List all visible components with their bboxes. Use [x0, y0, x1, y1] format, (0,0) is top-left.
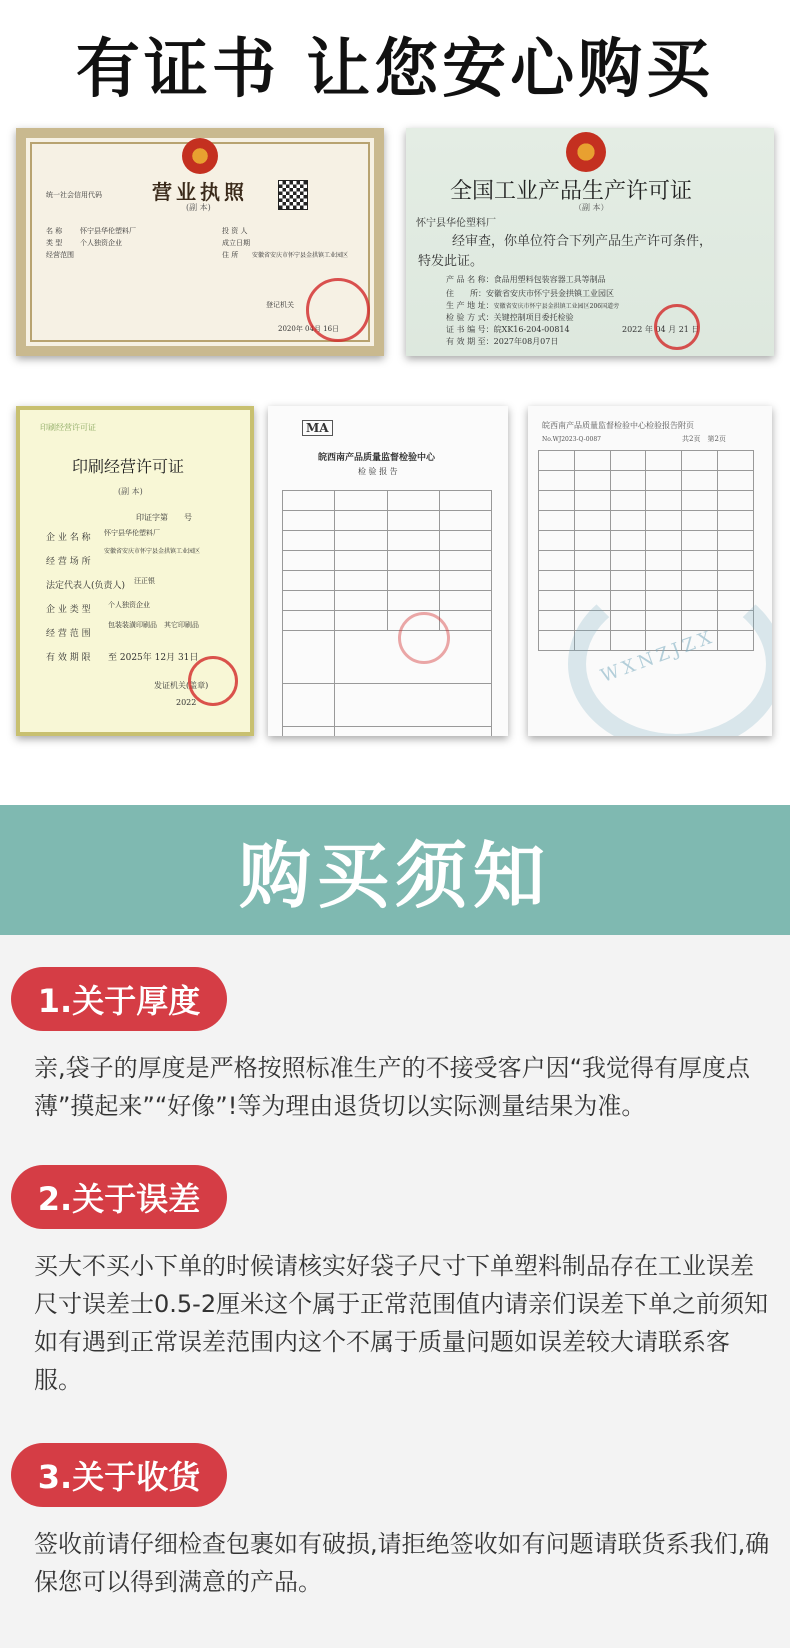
- appendix-header: 皖西南产品质量监督检验中心检验报告附页: [542, 421, 694, 430]
- page-title: 有证书 让您安心购买: [75, 33, 715, 107]
- scope-value: 包装装潢印刷品 其它印刷品: [108, 621, 199, 629]
- cert-no-value: 皖XK16-204-00814: [493, 325, 570, 334]
- validity-value: 2027年08月07日: [493, 337, 559, 346]
- qr-code-icon: [278, 180, 308, 210]
- production-license-image: [406, 128, 774, 356]
- scope-label: 经营范围: [46, 251, 74, 259]
- production-license-copy: （副 本）: [574, 203, 609, 212]
- cert-no-label: 证 书 编 号：: [446, 325, 494, 334]
- business-license-copy-label: (副 本): [186, 203, 211, 212]
- company-value: 怀宁县华伦塑料厂: [104, 529, 160, 537]
- address-row: [446, 288, 614, 299]
- name-value: 怀宁县华伦塑料厂: [80, 227, 136, 235]
- address-label: 住 所：: [446, 289, 486, 298]
- business-license-image: [16, 128, 384, 356]
- company-label: 企 业 名 称: [46, 533, 91, 543]
- type-value: 个人独资企业: [108, 601, 150, 609]
- scope-label: 经 营 范 围: [46, 629, 91, 639]
- license-date: 2020年 04月 16日: [278, 325, 340, 333]
- legal-value: 汪正银: [134, 577, 155, 585]
- section-2-label: 2.关于误差: [11, 1165, 227, 1229]
- red-seal-icon: [398, 612, 450, 664]
- cert-suffix: 号: [184, 513, 192, 522]
- notice-banner: [0, 805, 790, 935]
- product-label: 产 品 名 称：: [446, 275, 494, 284]
- location-label: 经 营 场 所: [46, 557, 91, 567]
- issuer-date: 2022: [176, 698, 197, 707]
- authority-label: 登记机关: [266, 301, 294, 309]
- production-line2: 特发此证。: [418, 254, 484, 269]
- notice-title: 购买须知: [238, 834, 551, 918]
- red-seal-icon: [654, 304, 700, 350]
- national-emblem-icon: [566, 132, 606, 172]
- type-label: 类 型: [46, 239, 63, 247]
- name-label: 名 称: [46, 227, 63, 235]
- red-seal-icon: [306, 278, 370, 342]
- national-emblem-icon: [182, 138, 218, 174]
- production-line1: 经审查，你单位符合下列产品生产许可条件，: [452, 234, 713, 249]
- legal-label: 法定代表人(负责人): [46, 581, 126, 591]
- printing-license-title: 印刷经营许可证: [72, 457, 185, 476]
- test-report-image: [268, 406, 508, 736]
- section-2-text: 买大不买小下单的时候请核实好袋子尺寸下单塑料制品存在工业误差尺寸误差士0.5-2厘米这个属于正常范围值内请亲们误差下单之前须知如有遇到正常误差范围内这个不属于质量问题如误差较大请联系客服。: [34, 1252, 769, 1394]
- printing-license-copy: (副 本): [118, 487, 143, 496]
- production-issue-date: 2022 年 04 月 21 日: [622, 325, 700, 334]
- section-3-label: 3.关于收货: [11, 1443, 227, 1507]
- section-3-text: 签收前请仔细检查包裹如有破损,请拒绝签收如有问题请联货系我们,确保您可以得到满意的产品。: [34, 1530, 770, 1596]
- product-value: 食品用塑料包装容器工具等制品: [493, 275, 606, 284]
- cma-logo: MA: [302, 420, 333, 436]
- product-row: [446, 274, 606, 285]
- prod-address-label: 生 产 地 址：: [446, 301, 494, 310]
- inspection-row: [446, 312, 574, 323]
- location-value: 安徽省安庆市怀宁县金拱镇工业园区: [104, 548, 201, 555]
- cert-label: 印证字第: [136, 513, 168, 522]
- address-value: 安徽省安庆市怀宁县金拱镇工业园区: [252, 252, 349, 259]
- section-1-label: 1.关于厚度: [11, 967, 227, 1031]
- cert-no-row: [446, 324, 570, 335]
- business-license-title: 营业执照: [152, 180, 248, 204]
- test-center-name: 皖西南产品质量监督检验中心: [318, 453, 436, 463]
- prod-address-row: [446, 300, 619, 311]
- address-label: 住 所: [222, 251, 239, 259]
- type-value: 个人独资企业: [80, 239, 122, 247]
- printing-license-header: 印刷经营许可证: [40, 423, 96, 432]
- prod-address-value: 安徽省安庆市怀宁县金拱镇工业园区206国道旁: [493, 303, 620, 310]
- appendix-report-no: No.WJ2023-Q-0087: [542, 436, 601, 443]
- inspection-label: 检 验 方 式：: [446, 313, 494, 322]
- type-label: 企 业 类 型: [46, 605, 91, 615]
- inspection-value: 关键控制项目委托检验: [493, 313, 574, 322]
- notice-content: [0, 935, 790, 1648]
- address-value: 安徽省安庆市怀宁县金拱镇工业园区: [486, 289, 614, 298]
- validity-label: 有 效 期 至：: [446, 337, 494, 346]
- test-report-appendix-image: [528, 406, 772, 736]
- credit-code-label: 统一社会信用代码: [46, 191, 102, 199]
- appendix-watermark: WXNZJZX: [598, 626, 719, 687]
- section-1-text: 亲,袋子的厚度是严格按照标准生产的不接受客户因“我觉得有厚度点薄”摸起来”“好像”!等为理由退货切以实际测量结果为准。: [34, 1054, 751, 1120]
- validity-value: 至 2025年 12月 31日: [108, 653, 199, 663]
- red-seal-icon: [188, 656, 238, 706]
- printing-cert-no: [136, 512, 192, 523]
- validity-row: [446, 336, 558, 347]
- test-report-title: 检 验 报 告: [358, 467, 398, 476]
- appendix-page: 共2页 第2页: [682, 435, 726, 443]
- issuer-label: 发证机关(盖章): [154, 681, 209, 690]
- test-report-table: [282, 490, 492, 736]
- validity-label: 有 效 期 限: [46, 653, 91, 663]
- production-company: 怀宁县华伦塑料厂: [416, 218, 496, 229]
- investor-label: 投 资 人: [222, 227, 248, 235]
- established-label: 成立日期: [222, 239, 250, 247]
- printing-license-image: [16, 406, 254, 736]
- production-license-title: 全国工业产品生产许可证: [450, 179, 693, 204]
